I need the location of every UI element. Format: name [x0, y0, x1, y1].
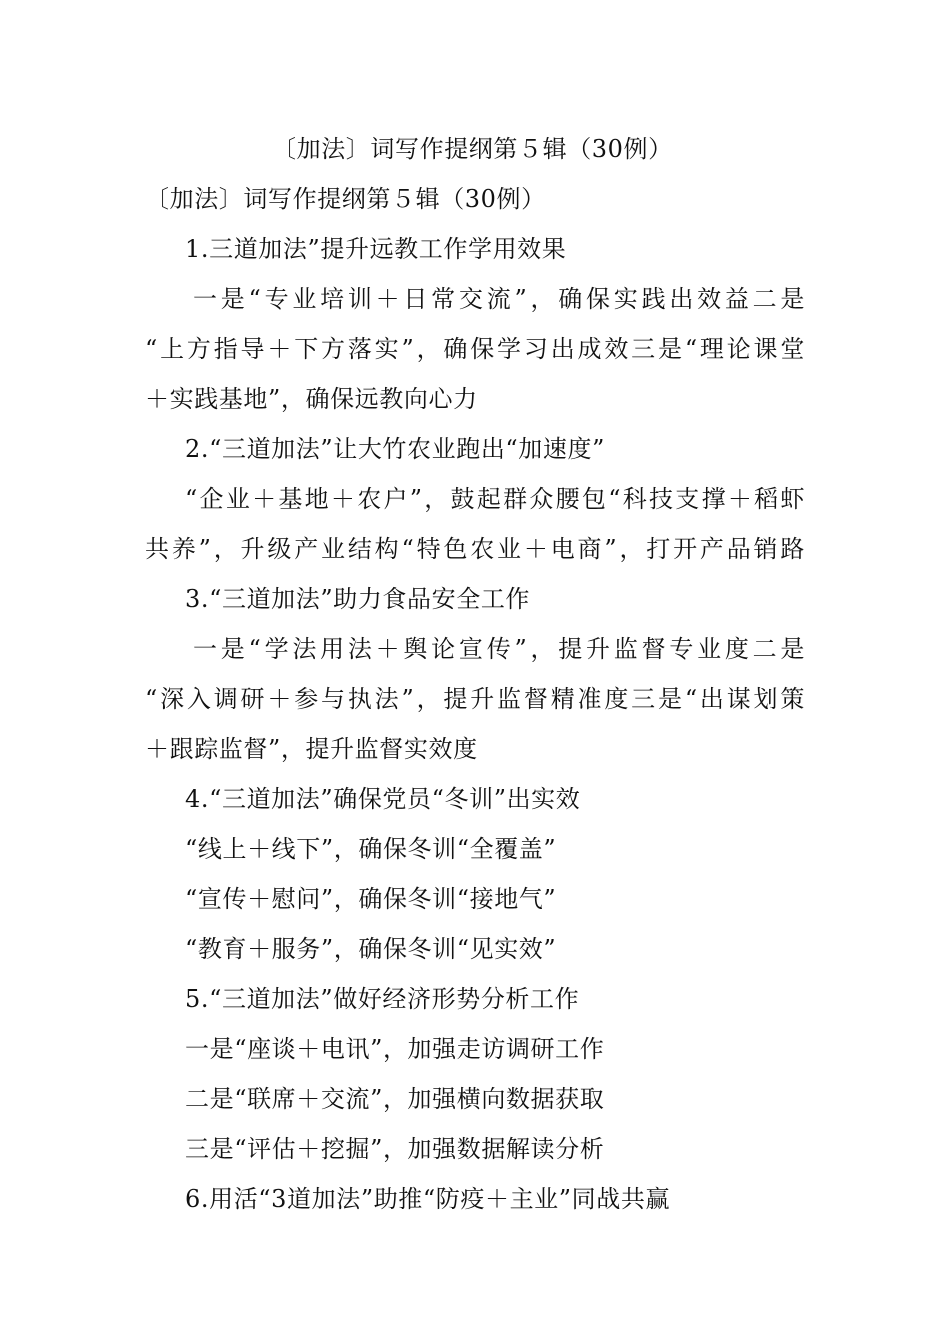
section-heading-1: 1.三道加法”提升远教工作学用效果	[185, 235, 567, 263]
paragraph-line: “教育＋服务”，确保冬训“见实效”	[185, 935, 557, 963]
paragraph-line: 三是“评估＋挖掘”，加强数据解读分析	[185, 1135, 605, 1163]
section-heading-5: 5.“三道加法”做好经济形势分析工作	[185, 985, 580, 1013]
paragraph-line: 一是“学法用法＋舆论宣传”，提升监督专业度二是	[193, 635, 805, 663]
paragraph-line: ＋跟踪监督”，提升监督实效度	[145, 735, 478, 763]
paragraph-line: “线上＋线下”，确保冬训“全覆盖”	[185, 835, 557, 863]
section-heading-3: 3.“三道加法”助力食品安全工作	[185, 585, 531, 613]
section-heading-6: 6.用活“3道加法”助推“防疫＋主业”同战共赢	[185, 1185, 671, 1213]
document-title: 〔加法〕词写作提纲第５辑（30例）	[272, 135, 673, 163]
paragraph-line: 一是“专业培训＋日常交流”，确保实践出效益二是	[193, 285, 805, 313]
paragraph-line: “企业＋基地＋农户”，鼓起群众腰包“科技支撑＋稻虾	[185, 485, 805, 513]
paragraph-line: “深入调研＋参与执法”，提升监督精准度三是“出谋划策	[145, 685, 805, 713]
paragraph-line: “上方指导＋下方落实”，确保学习出成效三是“理论课堂	[145, 335, 805, 363]
section-heading-2: 2.“三道加法”让大竹农业跑出“加速度”	[185, 435, 605, 463]
paragraph-line: “宣传＋慰问”，确保冬训“接地气”	[185, 885, 557, 913]
section-heading-4: 4.“三道加法”确保党员“冬训”出实效	[185, 785, 581, 813]
paragraph-line: 共养”，升级产业结构“特色农业＋电商”，打开产品销路	[145, 535, 805, 563]
paragraph-line: 一是“座谈＋电讯”，加强走访调研工作	[185, 1035, 605, 1063]
document-subtitle: 〔加法〕词写作提纲第５辑（30例）	[145, 185, 546, 213]
paragraph-line: ＋实践基地”，确保远教向心力	[145, 385, 478, 413]
paragraph-line: 二是“联席＋交流”，加强横向数据获取	[185, 1085, 605, 1113]
